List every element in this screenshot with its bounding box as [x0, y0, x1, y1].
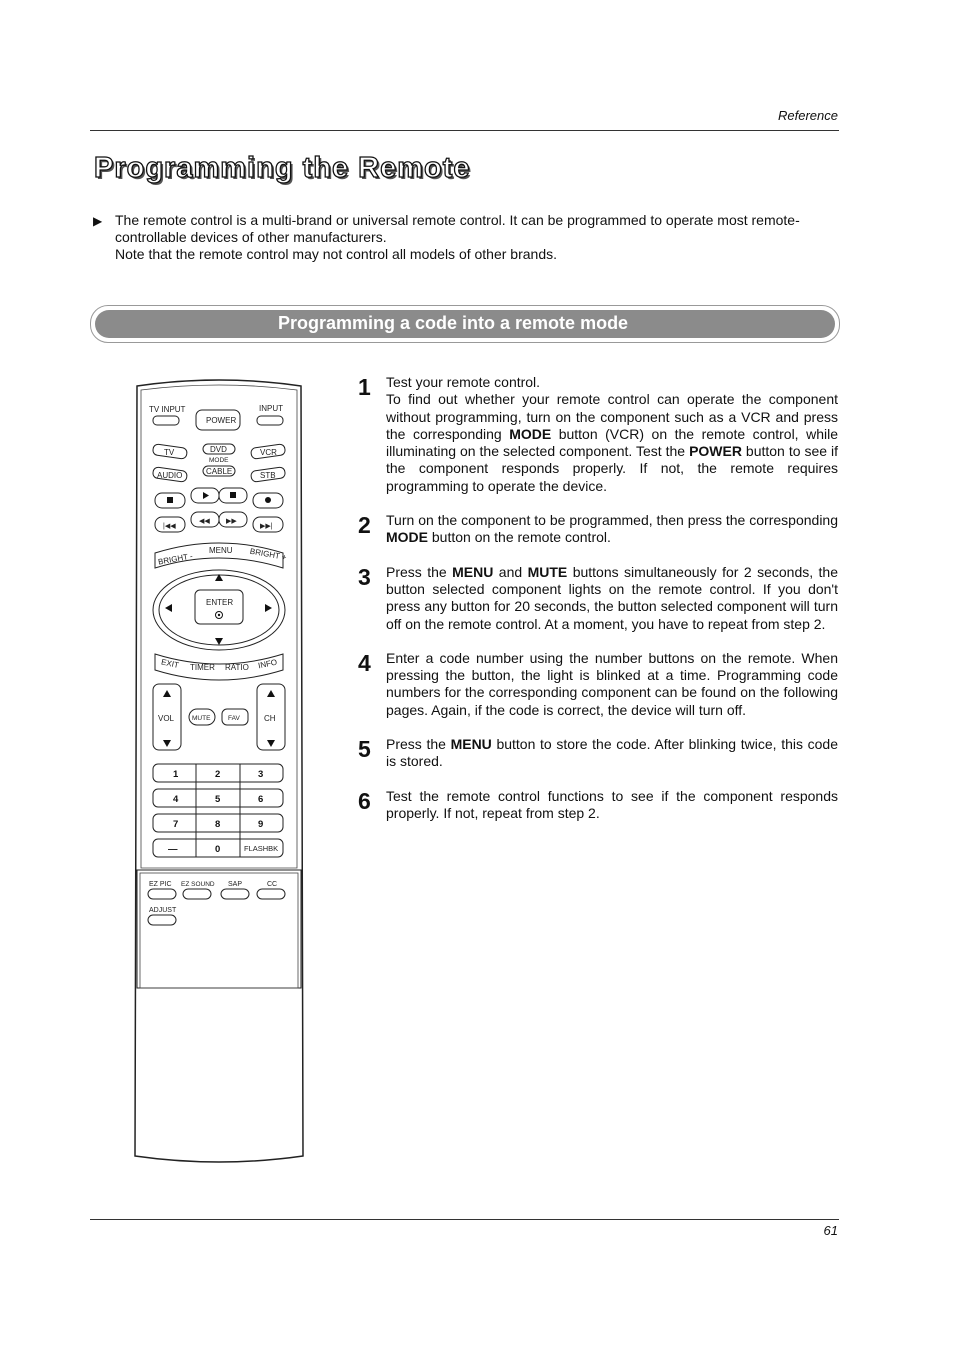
ch-label: CH	[264, 714, 276, 723]
section-banner	[90, 305, 840, 343]
bright-minus-label: BRIGHT -	[157, 551, 194, 567]
key-8: 8	[215, 819, 221, 830]
tv-mode-label: TV	[164, 448, 175, 457]
info-label: INFO	[257, 657, 278, 671]
step-text: button on the remote control.	[428, 529, 611, 546]
adjust-label: ADJUST	[149, 907, 177, 914]
step-number: 3	[358, 563, 371, 590]
key-4: 4	[173, 794, 179, 805]
key-2: 2	[215, 769, 221, 780]
step-keyword: POWER	[689, 443, 742, 460]
fast-forward-icon: ▶▶	[226, 518, 237, 525]
dvd-mode-label: DVD	[210, 445, 227, 454]
intro-line-2: Note that the remote control may not control all models of other brands.	[115, 246, 558, 262]
power-label: POWER	[206, 416, 237, 425]
step-number: 4	[358, 649, 371, 676]
page-title: Programming the Remote	[94, 152, 471, 184]
fav-label: FAV	[228, 715, 240, 722]
page-number: 61	[823, 1223, 838, 1238]
bright-plus-label: BRIGHT +	[249, 546, 288, 562]
cable-mode-label: CABLE	[206, 467, 233, 476]
key-5: 5	[215, 794, 221, 805]
step-text: and	[493, 563, 528, 580]
vol-label: VOL	[158, 714, 175, 723]
audio-mode-label: AUDIO	[157, 471, 183, 480]
prev-icon: |◀◀	[163, 523, 176, 530]
enter-label: ENTER	[206, 598, 234, 607]
remote-illustration	[133, 378, 305, 1168]
step-keyword: MENU	[450, 736, 492, 753]
step-text: Test the remote control functions to see if the component responds properly. If not, repeat from step 2.	[386, 787, 838, 821]
mute-label: MUTE	[192, 715, 211, 722]
stb-mode-label: STB	[260, 471, 276, 480]
key-1: 1	[173, 769, 179, 780]
cc-label: CC	[267, 881, 278, 888]
step-number: 2	[358, 512, 371, 539]
menu-label: MENU	[209, 546, 233, 555]
step-keyword: MUTE	[527, 563, 568, 580]
footer-rule	[90, 1219, 839, 1220]
sap-label: SAP	[228, 881, 243, 888]
step-text: Test your remote control. To find out whether your remote control can operate the component without programming, turn on the component such as a VCR and press the corresponding	[386, 374, 838, 442]
section-banner-title: Programming a code into a remote mode	[95, 310, 835, 338]
key-flashbk: FLASHBK	[244, 844, 279, 853]
ez-pic-label: EZ PIC	[149, 881, 172, 888]
step-5	[356, 736, 838, 771]
step-text: Press the	[386, 736, 451, 753]
step-keyword: MODE	[509, 425, 552, 442]
step-1	[356, 374, 838, 495]
step-text: Turn on the component to be programmed, then press the corresponding	[386, 512, 838, 529]
step-text: Press the	[386, 563, 453, 580]
step-6	[356, 788, 838, 823]
timer-label: TIMER	[190, 663, 215, 672]
rewind-icon: ◀◀	[199, 518, 210, 525]
section-label: Reference	[778, 108, 838, 123]
key-3: 3	[258, 769, 264, 780]
remote-drawing	[133, 378, 305, 1168]
intro-line-1: The remote control is a multi-brand or universal remote control. It can be programmed to operate most remote-controllable devices of other manufacturers.	[115, 212, 800, 245]
next-icon: ▶▶|	[260, 523, 273, 530]
step-3	[356, 564, 838, 633]
step-number: 5	[358, 736, 371, 763]
step-text: button to store the code. After blinking twice, this code is stored.	[386, 736, 838, 770]
key-9: 9	[258, 819, 264, 830]
step-text: button (VCR) on the remote control, while illuminating on the selected component. Test the	[386, 425, 838, 460]
step-2	[356, 512, 838, 547]
step-keyword: MODE	[386, 529, 428, 546]
mode-label: MODE	[209, 457, 229, 464]
ratio-label: RATIO	[225, 663, 249, 672]
intro	[93, 212, 813, 263]
key-0: 0	[215, 844, 221, 855]
input-label: INPUT	[259, 404, 283, 413]
ez-sound-label: EZ SOUND	[181, 881, 215, 888]
step-text: Enter a code number using the number buttons on the remote. When pressing the button, the light is blinked at a time. Programming code numbers for the corresponding component can be found on the following pages. Again, if the code is correct, the device will turn off.	[386, 649, 838, 718]
step-text: buttons simultaneously for 2 seconds, the button selected component lights on the remote control. If you don't press any button for 20 seconds, the button selected component will turn off on the remote control. At a moment, you have to repeat from step 2.	[386, 563, 839, 632]
key-6: 6	[258, 794, 264, 805]
vcr-mode-label: VCR	[260, 448, 277, 457]
key-7: 7	[173, 819, 179, 830]
step-4	[356, 650, 838, 719]
step-keyword: MENU	[452, 563, 494, 580]
key-dash: —	[168, 844, 178, 855]
exit-label: EXIT	[160, 657, 180, 670]
step-number: 1	[358, 374, 371, 400]
header-rule	[90, 130, 839, 131]
bullet-arrow-icon: ▶	[93, 214, 103, 228]
steps-list	[356, 374, 838, 839]
tv-input-label: TV INPUT	[149, 405, 186, 414]
step-number: 6	[358, 787, 371, 814]
step-text: button to see if the component responds properly. If not, the remote requires programming to operate the device.	[386, 443, 839, 494]
